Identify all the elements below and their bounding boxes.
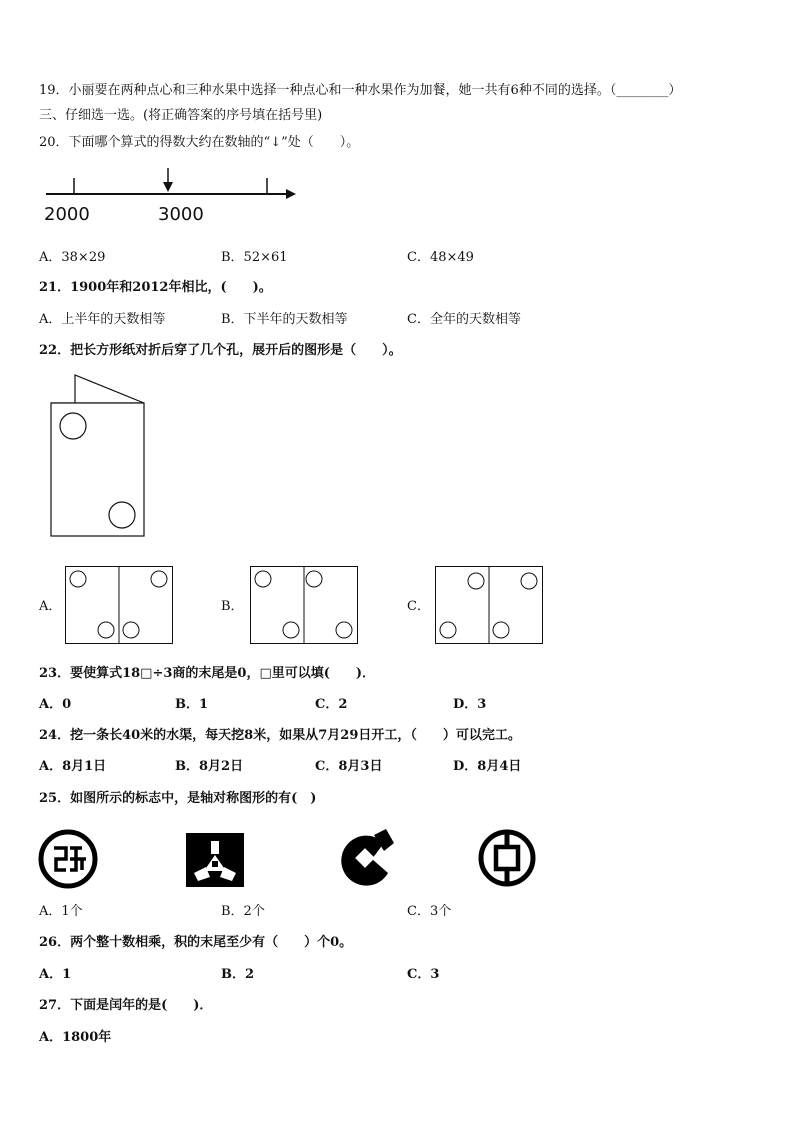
q21-option-b: B．下半年的天数相等 [221, 312, 348, 327]
folded-paper-figure [48, 372, 148, 540]
q26-option-b: B．2 [221, 967, 255, 982]
section-3-heading: 三、仔细选一选。(将正确答案的序号填在括号里) [39, 108, 323, 123]
q21-option-c: C．全年的天数相等 [407, 312, 521, 327]
question-23: 23．要使算式18□÷3商的末尾是0，□里可以填( )． [39, 666, 376, 681]
q24-option-a: A．8月1日 [39, 759, 107, 774]
q22-option-c-figure [435, 566, 543, 644]
logo-2-icon [186, 833, 244, 887]
q25-option-c: C．3个 [407, 904, 452, 919]
q25-option-b: B．2个 [221, 904, 265, 919]
axis-label-2000: 2000 [44, 204, 90, 225]
q23-option-a: A．0 [39, 697, 72, 712]
question-27: 27．下面是闰年的是( )． [39, 998, 213, 1013]
question-24: 24．挖一条长40米的水渠，每天挖8米，如果从7月29日开工，（ ）可以完工。 [39, 728, 521, 743]
question-26: 26．两个整十数相乘，积的末尾至少有（ ）个0。 [39, 935, 353, 950]
q23-option-c: C．2 [315, 697, 348, 712]
question-20: 20．下面哪个算式的得数大约在数轴的“↓”处（ ）。 [39, 135, 360, 150]
question-22: 22．把长方形纸对折后穿了几个孔，展开后的图形是（ ）。 [39, 343, 402, 358]
logo-4-icon [478, 829, 536, 887]
q23-option-d: D．3 [453, 697, 487, 712]
q20-option-a: A．38×29 [39, 250, 106, 265]
q24-option-b: B．8月2日 [175, 759, 244, 774]
question-21: 21．1900年和2012年相比，( )。 [39, 280, 272, 295]
logo-3-icon [336, 829, 396, 889]
q24-option-c: C．8月3日 [315, 759, 383, 774]
q23-option-b: B．1 [175, 697, 209, 712]
q20-option-b: B．52×61 [221, 250, 288, 265]
q22-option-a-figure [65, 566, 173, 644]
question-25: 25．如图所示的标志中，是轴对称图形的有( ) [39, 791, 317, 806]
q22-option-b-label: B． [221, 599, 244, 614]
question-19: 19．小丽要在两种点心和三种水果中选择一种点心和一种水果作为加餐，她一共有6种不同的选择。（________） [39, 83, 682, 98]
q22-option-c-label: C． [407, 599, 430, 614]
q26-option-a: A．1 [39, 967, 72, 982]
q21-option-a: A．上半年的天数相等 [39, 312, 166, 327]
q26-option-c: C．3 [407, 967, 440, 982]
q24-option-d: D．8月4日 [453, 759, 522, 774]
q20-option-c: C．48×49 [407, 250, 474, 265]
q22-option-b-figure [250, 566, 358, 644]
q27-option-a: A．1800年 [39, 1030, 112, 1045]
axis-label-3000: 3000 [158, 204, 204, 225]
q25-option-a: A．1个 [39, 904, 83, 919]
q22-option-a-label: A． [39, 599, 62, 614]
logo-1-icon [38, 829, 98, 889]
